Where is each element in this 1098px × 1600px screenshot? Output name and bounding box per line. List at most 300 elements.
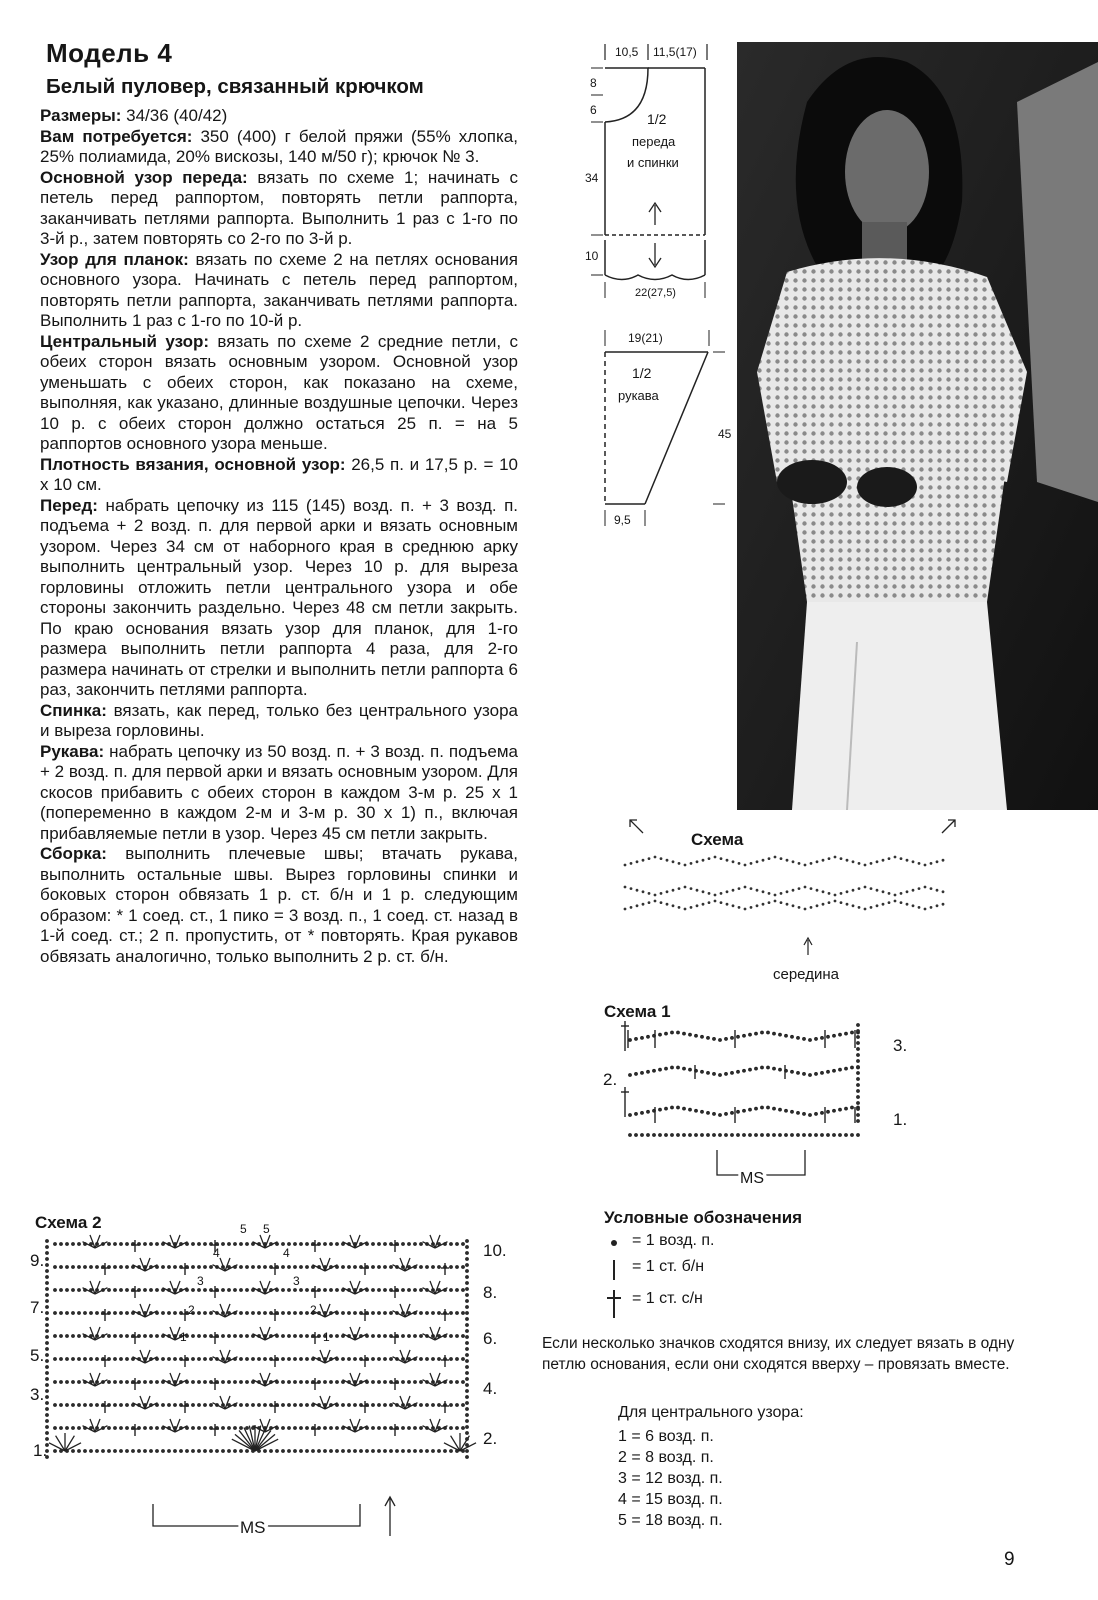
- chain-stitch-mark: [713, 1134, 716, 1137]
- chain-stitch-mark: [408, 1289, 411, 1292]
- chain-stitch-mark: [234, 1335, 237, 1338]
- chain-stitch-mark: [725, 1073, 728, 1076]
- chain-stitch-mark: [762, 903, 765, 906]
- chain-stitch-mark: [713, 1073, 716, 1076]
- chain-stitch-mark: [46, 1438, 49, 1441]
- chain-stitch-mark: [779, 1108, 782, 1111]
- schema2-row-label: 8.: [483, 1283, 498, 1302]
- chain-stitch-mark: [46, 1258, 49, 1261]
- chain-stitch-mark: [743, 1134, 746, 1137]
- chain-stitch-mark: [677, 1106, 680, 1109]
- chain-stitch-mark: [803, 1134, 806, 1137]
- chain-stitch-mark: [204, 1381, 207, 1384]
- chain-stitch-mark: [737, 1035, 740, 1038]
- body-left-6: 6: [590, 103, 597, 117]
- chain-stitch-mark: [324, 1381, 327, 1384]
- chain-stitch-mark: [876, 889, 879, 892]
- chain-stitch-mark: [384, 1243, 387, 1246]
- chain-stitch-mark: [372, 1450, 375, 1453]
- chain-stitch-mark: [665, 1067, 668, 1070]
- chain-stitch-mark: [246, 1381, 249, 1384]
- chain-stitch-mark: [420, 1243, 423, 1246]
- chain-stitch-mark: [162, 1266, 165, 1269]
- body-top-right-label: 11,5(17): [653, 45, 697, 59]
- chain-stitch-mark: [300, 1312, 303, 1315]
- chain-stitch-mark: [785, 1109, 788, 1112]
- chain-stitch-mark: [78, 1427, 81, 1430]
- chain-stitch-mark: [768, 857, 771, 860]
- chain-stitch-mark: [252, 1266, 255, 1269]
- chain-stitch-mark: [719, 1074, 722, 1077]
- chain-stitch-mark: [779, 1033, 782, 1036]
- chain-stitch-mark: [126, 1450, 129, 1453]
- chain-stitch-mark: [234, 1381, 237, 1384]
- chain-stitch-mark: [432, 1404, 435, 1407]
- chain-stitch-mark: [779, 1134, 782, 1137]
- central-pattern-title: Для центрального узора:: [618, 1404, 804, 1421]
- chain-stitch-mark: [659, 1033, 662, 1036]
- chain-stitch-mark: [840, 857, 843, 860]
- chain-stitch-mark: [840, 901, 843, 904]
- chain-stitch-mark: [624, 864, 627, 867]
- chain-stitch-mark: [174, 1450, 177, 1453]
- chain-stitch-mark: [354, 1312, 357, 1315]
- chain-stitch-mark: [354, 1266, 357, 1269]
- chain-stitch-mark: [126, 1335, 129, 1338]
- chain-stitch-mark: [713, 1113, 716, 1116]
- chain-stitch-mark: [466, 1288, 469, 1291]
- chain-stitch-mark: [839, 1033, 842, 1036]
- chain-stitch-mark: [444, 1450, 447, 1453]
- chain-stitch-mark: [240, 1243, 243, 1246]
- chain-stitch-mark: [804, 908, 807, 911]
- chain-stitch-mark: [689, 1108, 692, 1111]
- chain-stitch-mark: [46, 1366, 49, 1369]
- chain-stitch-mark: [647, 1070, 650, 1073]
- chain-stitch-mark: [882, 890, 885, 893]
- chain-stitch-mark: [390, 1358, 393, 1361]
- article-body: [40, 106, 518, 967]
- chain-stitch-mark: [192, 1243, 195, 1246]
- chain-stitch-mark: [791, 1035, 794, 1038]
- chain-stitch-mark: [857, 1102, 860, 1105]
- chain-stitch-mark: [348, 1266, 351, 1269]
- chain-stitch-mark: [450, 1381, 453, 1384]
- chain-stitch-mark: [84, 1358, 87, 1361]
- chain-stitch-mark: [378, 1266, 381, 1269]
- chain-stitch-mark: [815, 1073, 818, 1076]
- chain-stitch-mark: [222, 1450, 225, 1453]
- chain-stitch-mark: [240, 1381, 243, 1384]
- chain-stitch-mark: [450, 1289, 453, 1292]
- sleeve-top-label: 19(21): [628, 331, 663, 345]
- chain-stitch-mark: [420, 1404, 423, 1407]
- chain-stitch-mark: [54, 1358, 57, 1361]
- body-pattern-diagram: [585, 40, 725, 302]
- chain-stitch-mark: [414, 1335, 417, 1338]
- chain-stitch-mark: [466, 1348, 469, 1351]
- chain-stitch-mark: [737, 1110, 740, 1113]
- chain-stitch-mark: [420, 1427, 423, 1430]
- chain-stitch-mark: [72, 1358, 75, 1361]
- schema2-row-label: 2.: [483, 1429, 498, 1448]
- chain-stitch-mark: [456, 1427, 459, 1430]
- chain-stitch-mark: [462, 1312, 465, 1315]
- chain-stitch-mark: [665, 1134, 668, 1137]
- chain-stitch-mark: [198, 1450, 201, 1453]
- chain-stitch-mark: [833, 1109, 836, 1112]
- chain-stitch-mark: [72, 1289, 75, 1292]
- chain-stitch-mark: [384, 1381, 387, 1384]
- chain-stitch-mark: [701, 1035, 704, 1038]
- chain-stitch-mark: [438, 1266, 441, 1269]
- chain-stitch-mark: [426, 1450, 429, 1453]
- chain-stitch-mark: [210, 1450, 213, 1453]
- chain-stitch-mark: [882, 859, 885, 862]
- chain-stitch-mark: [462, 1289, 465, 1292]
- chain-stitch-mark: [126, 1381, 129, 1384]
- chain-stitch-mark: [330, 1335, 333, 1338]
- chain-stitch-mark: [414, 1427, 417, 1430]
- chain-stitch-mark: [390, 1450, 393, 1453]
- chain-stitch-mark: [450, 1427, 453, 1430]
- chain-stitch-mark: [864, 908, 867, 911]
- chain-stitch-mark: [918, 887, 921, 890]
- chain-stitch-mark: [276, 1450, 279, 1453]
- chain-stitch-mark: [300, 1404, 303, 1407]
- article-paragraph: [40, 496, 518, 701]
- chain-stitch-mark: [659, 1068, 662, 1071]
- chain-stitch-mark: [114, 1335, 117, 1338]
- chain-stitch-mark: [60, 1427, 63, 1430]
- cross-stick-icon: [613, 1290, 615, 1318]
- chain-stitch-mark: [713, 1038, 716, 1041]
- chain-stitch-mark: [114, 1427, 117, 1430]
- chain-stitch-mark: [821, 1071, 824, 1074]
- schema2-repeat-label: MS: [240, 1518, 266, 1537]
- chain-stitch-mark: [372, 1404, 375, 1407]
- chain-stitch-mark: [258, 1266, 261, 1269]
- chain-stitch-mark: [378, 1289, 381, 1292]
- chain-stitch-mark: [828, 892, 831, 895]
- chain-stitch-mark: [924, 886, 927, 889]
- chain-stitch-mark: [348, 1312, 351, 1315]
- chain-stitch-mark: [462, 1381, 465, 1384]
- chain-stitch-mark: [647, 1110, 650, 1113]
- chain-stitch-mark: [168, 1266, 171, 1269]
- chain-stitch-mark: [749, 1033, 752, 1036]
- chain-stitch-mark: [466, 1444, 469, 1447]
- chain-stitch-mark: [372, 1335, 375, 1338]
- chain-stitch-mark: [408, 1381, 411, 1384]
- chain-stitch-mark: [336, 1450, 339, 1453]
- legend-note: Если несколько значков сходятся внизу, их следует вязать в одну петлю основания, если они сходятся вверху – провязать вместе.: [542, 1335, 1015, 1373]
- chain-stitch-mark: [666, 859, 669, 862]
- chain-stitch-mark: [342, 1312, 345, 1315]
- chain-stitch-mark: [46, 1282, 49, 1285]
- chain-stitch-mark: [354, 1404, 357, 1407]
- chain-stitch-mark: [466, 1264, 469, 1267]
- chain-stitch-mark: [342, 1358, 345, 1361]
- page-number: 9: [1004, 1549, 1015, 1570]
- chain-stitch-mark: [845, 1032, 848, 1035]
- schema2-inline-label: 5: [263, 1222, 270, 1236]
- chain-stitch-mark: [222, 1381, 225, 1384]
- chain-stitch-mark: [414, 1243, 417, 1246]
- chain-stitch-mark: [786, 859, 789, 862]
- chain-stitch-mark: [126, 1312, 129, 1315]
- chain-stitch-mark: [750, 887, 753, 890]
- chain-stitch-mark: [54, 1427, 57, 1430]
- chain-stitch-mark: [456, 1335, 459, 1338]
- chain-stitch-mark: [714, 856, 717, 859]
- chain-stitch-mark: [156, 1243, 159, 1246]
- chain-stitch-mark: [762, 890, 765, 893]
- chain-stitch-mark: [156, 1450, 159, 1453]
- chain-stitch-mark: [90, 1358, 93, 1361]
- chain-stitch-mark: [426, 1266, 429, 1269]
- chain-stitch-mark: [466, 1456, 469, 1459]
- chain-stitch-mark: [144, 1427, 147, 1430]
- chain-stitch-mark: [282, 1312, 285, 1315]
- chain-stitch-mark: [420, 1358, 423, 1361]
- chain-stitch-mark: [282, 1358, 285, 1361]
- chain-stitch-mark: [306, 1404, 309, 1407]
- schema2-row-label: 6.: [483, 1329, 498, 1348]
- schema2-inline-label: 4: [283, 1246, 290, 1260]
- chain-stitch-mark: [833, 1034, 836, 1037]
- chain-stitch-mark: [84, 1312, 87, 1315]
- chain-stitch-mark: [725, 1038, 728, 1041]
- paragraph-text: вязать по схеме 1; начинать с петель перед раппортом, повторять петли раппорта, заканчивать петлями раппорта. Выполнить 1 раз с 1-го по 3-й р., затем повторять со 2-го по 3-й р.: [40, 167, 518, 248]
- chain-stitch-mark: [786, 903, 789, 906]
- chain-stitch-mark: [282, 1427, 285, 1430]
- chain-stitch-mark: [797, 1111, 800, 1114]
- chain-stitch-mark: [647, 1134, 650, 1137]
- chain-stitch-mark: [60, 1404, 63, 1407]
- central-item: 1 = 6 возд. п.: [618, 1428, 714, 1445]
- chain-stitch-mark: [858, 862, 861, 865]
- chain-stitch-mark: [660, 857, 663, 860]
- chain-stitch-mark: [636, 889, 639, 892]
- chain-stitch-mark: [144, 1450, 147, 1453]
- chain-stitch-mark: [737, 1134, 740, 1137]
- chain-stitch-mark: [54, 1289, 57, 1292]
- chain-stitch-mark: [749, 1134, 752, 1137]
- chain-stitch-mark: [378, 1427, 381, 1430]
- paragraph-text: набрать цепочку из 50 возд. п. + 3 возд. п. подъема + 2 возд. п. для первой арки и вязать основным узором. Для скосов прибавить с обеих сторон в каждом 3-м р. 25 x 1 (попеременно в каждом 2-м и 3-м р. 30 x 1) п., включая прибавляемые петли в узор. Через 45 см петли закрыть.: [40, 741, 518, 843]
- chain-stitch-mark: [456, 1381, 459, 1384]
- chain-stitch-mark: [738, 862, 741, 865]
- chain-stitch-mark: [798, 887, 801, 890]
- chain-stitch-mark: [438, 1312, 441, 1315]
- chain-stitch-mark: [246, 1450, 249, 1453]
- chain-stitch-mark: [150, 1289, 153, 1292]
- chain-stitch-mark: [204, 1450, 207, 1453]
- chain-stitch-mark: [198, 1335, 201, 1338]
- chain-stitch-mark: [744, 908, 747, 911]
- chain-stitch-mark: [894, 856, 897, 859]
- chain-stitch-mark: [120, 1312, 123, 1315]
- sleeve-label-half: 1/2: [632, 365, 652, 381]
- chain-stitch-mark: [54, 1335, 57, 1338]
- chain-stitch-mark: [678, 862, 681, 865]
- paragraph-label: Сборка:: [40, 844, 107, 863]
- chain-stitch-mark: [773, 1032, 776, 1035]
- chain-stitch-mark: [54, 1381, 57, 1384]
- chain-stitch-mark: [60, 1266, 63, 1269]
- chain-stitch-mark: [834, 856, 837, 859]
- chain-stitch-mark: [300, 1243, 303, 1246]
- chain-stitch-mark: [466, 1306, 469, 1309]
- chain-stitch-mark: [288, 1404, 291, 1407]
- chain-stitch-mark: [108, 1243, 111, 1246]
- chain-stitch-mark: [324, 1450, 327, 1453]
- chain-stitch-mark: [174, 1404, 177, 1407]
- chain-stitch-mark: [300, 1358, 303, 1361]
- chain-stitch-mark: [180, 1450, 183, 1453]
- schema2-title: Схема 2: [35, 1213, 102, 1232]
- chain-stitch-mark: [768, 901, 771, 904]
- chain-stitch-mark: [761, 1134, 764, 1137]
- chain-stitch-mark: [46, 1426, 49, 1429]
- chain-stitch-mark: [456, 1289, 459, 1292]
- schema2-row-label: 3.: [30, 1385, 45, 1404]
- chain-stitch-mark: [60, 1289, 63, 1292]
- chain-stitch-mark: [857, 1084, 860, 1087]
- chain-stitch-mark: [749, 1068, 752, 1071]
- chain-stitch-mark: [851, 1134, 854, 1137]
- chain-stitch-mark: [466, 1312, 469, 1315]
- chain-stitch-mark: [192, 1335, 195, 1338]
- chain-stitch-mark: [46, 1264, 49, 1267]
- chain-stitch-mark: [426, 1312, 429, 1315]
- chain-stitch-mark: [942, 859, 945, 862]
- chain-stitch-mark: [408, 1243, 411, 1246]
- chain-stitch-mark: [396, 1450, 399, 1453]
- chain-stitch-mark: [450, 1450, 453, 1453]
- sleeve-right-label: 45: [718, 427, 732, 441]
- chain-stitch-mark: [695, 1134, 698, 1137]
- chain-stitch-mark: [102, 1450, 105, 1453]
- chain-stitch-mark: [450, 1335, 453, 1338]
- chain-stitch-mark: [72, 1335, 75, 1338]
- chain-stitch-mark: [647, 1035, 650, 1038]
- chain-stitch-mark: [756, 904, 759, 907]
- chain-stitch-mark: [773, 1107, 776, 1110]
- chain-stitch-mark: [120, 1289, 123, 1292]
- chain-stitch-mark: [264, 1358, 267, 1361]
- chain-stitch-mark: [390, 1312, 393, 1315]
- chain-stitch-mark: [466, 1276, 469, 1279]
- chain-stitch-mark: [306, 1381, 309, 1384]
- chain-stitch-mark: [629, 1134, 632, 1137]
- chain-stitch-mark: [46, 1402, 49, 1405]
- chain-stitch-mark: [60, 1358, 63, 1361]
- chain-stitch-mark: [204, 1404, 207, 1407]
- chain-stitch-mark: [894, 894, 897, 897]
- chain-stitch-mark: [659, 1108, 662, 1111]
- chain-stitch-mark: [288, 1381, 291, 1384]
- chain-stitch-mark: [198, 1427, 201, 1430]
- chain-stitch-mark: [204, 1335, 207, 1338]
- chain-stitch-mark: [690, 906, 693, 909]
- chain-stitch-mark: [54, 1266, 57, 1269]
- chain-stitch-mark: [876, 860, 879, 863]
- schema2-row-label: 10.: [483, 1241, 507, 1260]
- chain-stitch-mark: [798, 862, 801, 865]
- chain-stitch-mark: [635, 1134, 638, 1137]
- chain-stitch-mark: [300, 1427, 303, 1430]
- chain-stitch-mark: [624, 886, 627, 889]
- chain-stitch-mark: [246, 1289, 249, 1292]
- chain-stitch-mark: [264, 1266, 267, 1269]
- chain-stitch-mark: [294, 1404, 297, 1407]
- chain-stitch-mark: [408, 1427, 411, 1430]
- chain-stitch-mark: [198, 1381, 201, 1384]
- chain-stitch-mark: [906, 890, 909, 893]
- chain-stitch-mark: [684, 864, 687, 867]
- legend-item: = 1 ст. с/н: [604, 1286, 804, 1320]
- chain-stitch-mark: [288, 1243, 291, 1246]
- chain-stitch-mark: [306, 1289, 309, 1292]
- chain-stitch-mark: [156, 1289, 159, 1292]
- chain-stitch-mark: [462, 1404, 465, 1407]
- chain-stitch-mark: [719, 1134, 722, 1137]
- chain-stitch-mark: [420, 1335, 423, 1338]
- chain-stitch-mark: [924, 908, 927, 911]
- chain-stitch-mark: [456, 1404, 459, 1407]
- chain-stitch-mark: [852, 889, 855, 892]
- chain-stitch-mark: [767, 1134, 770, 1137]
- chain-stitch-mark: [466, 1402, 469, 1405]
- chain-stitch-mark: [144, 1289, 147, 1292]
- chain-stitch-mark: [366, 1450, 369, 1453]
- chain-stitch-mark: [114, 1312, 117, 1315]
- chain-stitch-mark: [156, 1381, 159, 1384]
- chain-stitch-mark: [684, 886, 687, 889]
- chain-stitch-mark: [66, 1427, 69, 1430]
- chain-stitch-mark: [462, 1358, 465, 1361]
- chain-stitch-mark: [174, 1312, 177, 1315]
- chain-stitch-mark: [210, 1358, 213, 1361]
- chain-stitch-mark: [696, 889, 699, 892]
- chain-stitch-mark: [66, 1289, 69, 1292]
- chain-stitch-mark: [126, 1427, 129, 1430]
- chain-stitch-mark: [816, 904, 819, 907]
- chain-stitch-mark: [108, 1427, 111, 1430]
- chain-stitch-mark: [264, 1312, 267, 1315]
- chain-stitch-mark: [46, 1300, 49, 1303]
- chain-stitch-mark: [683, 1107, 686, 1110]
- chain-stitch-mark: [726, 859, 729, 862]
- legend-item: = 1 возд. п.: [604, 1232, 804, 1256]
- chain-stitch-mark: [930, 862, 933, 865]
- chain-stitch-mark: [306, 1312, 309, 1315]
- chain-stitch-mark: [66, 1312, 69, 1315]
- chain-stitch-mark: [384, 1266, 387, 1269]
- body-left-34: 34: [585, 171, 599, 185]
- chain-stitch-mark: [665, 1032, 668, 1035]
- chain-stitch-mark: [120, 1358, 123, 1361]
- chain-stitch-mark: [162, 1358, 165, 1361]
- model-photo: [737, 42, 1098, 810]
- chain-stitch-mark: [797, 1036, 800, 1039]
- chain-stitch-mark: [683, 1067, 686, 1070]
- chain-stitch-mark: [96, 1404, 99, 1407]
- chain-stitch-mark: [707, 1036, 710, 1039]
- chain-stitch-mark: [198, 1243, 201, 1246]
